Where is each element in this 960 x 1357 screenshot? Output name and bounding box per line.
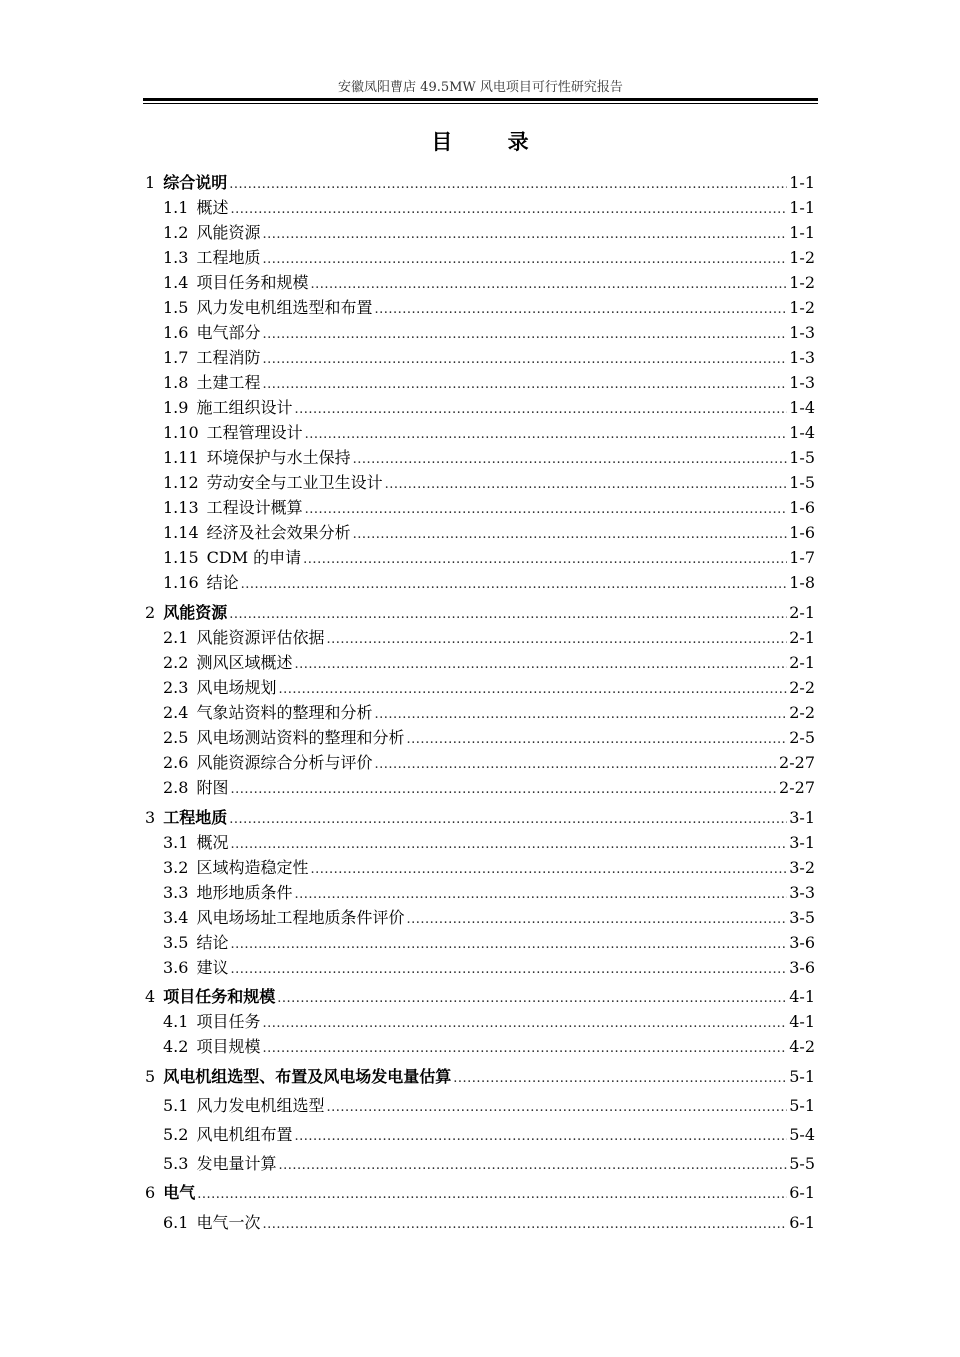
toc-entry-number: 1.5: [163, 298, 189, 317]
toc-dot-leader: [262, 1011, 787, 1035]
toc-entry-label: 工程地质: [163, 808, 228, 827]
toc-entry-page: 3-3: [789, 883, 815, 902]
toc-entry-page: 1-4: [789, 423, 815, 442]
toc-entry-page: 3-6: [789, 933, 815, 952]
toc-entry-page: 1-5: [789, 473, 815, 492]
toc-section-entry[interactable]: [163, 752, 815, 774]
toc-dot-leader: [374, 297, 787, 321]
toc-entry-page: 1-1: [789, 173, 815, 192]
toc-entry-number: 3.6: [163, 958, 189, 977]
toc-entry-number: 1.14: [163, 523, 199, 542]
toc-dot-leader: [374, 702, 787, 726]
toc-entry-number: 1.3: [163, 248, 189, 267]
toc-entry-page: 5-5: [789, 1154, 815, 1173]
toc-dot-leader: [310, 272, 787, 296]
toc-entry-number: 1.4: [163, 273, 189, 292]
toc-dot-leader: [262, 247, 787, 271]
toc-dot-leader: [294, 397, 787, 421]
toc-section-entry[interactable]: [163, 347, 815, 369]
toc-entry-page: 1-1: [789, 198, 815, 217]
toc-dot-leader: [197, 1182, 787, 1206]
toc-section-entry[interactable]: [163, 882, 815, 904]
toc-section-entry[interactable]: [163, 727, 815, 749]
toc-chapter-entry[interactable]: [145, 602, 815, 624]
toc-section-entry[interactable]: [163, 1124, 815, 1146]
toc-entry-label: 电气一次: [196, 1213, 261, 1232]
toc-entry-page: 3-5: [789, 908, 815, 927]
toc-entry-label: 工程地质: [196, 248, 261, 267]
toc-dot-leader: [230, 832, 787, 856]
toc-dot-leader: [262, 222, 787, 246]
toc-entry-number: 2.5: [163, 728, 189, 747]
toc-dot-leader: [262, 1212, 787, 1236]
toc-entry-label: 劳动安全与工业卫生设计: [206, 473, 383, 492]
toc-dot-leader: [406, 727, 787, 751]
toc-entry-page: 2-2: [789, 678, 815, 697]
toc-dot-leader: [229, 172, 787, 196]
toc-entry-page: 1-4: [789, 398, 815, 417]
toc-entry-page: 2-5: [789, 728, 815, 747]
toc-section-entry[interactable]: [163, 627, 815, 649]
toc-entry-label: 风能资源评估依据: [196, 628, 325, 647]
toc-entry-label: 项目任务和规模: [196, 273, 309, 292]
toc-entry-number: 4.1: [163, 1012, 189, 1031]
toc-section-entry[interactable]: [163, 547, 815, 569]
toc-section-entry[interactable]: [163, 447, 815, 469]
toc-entry-number: 3.4: [163, 908, 189, 927]
toc-entry-page: 1-2: [789, 298, 815, 317]
toc-entry-number: 5.2: [163, 1125, 189, 1144]
toc-entry-number: 1: [145, 173, 156, 192]
toc-entry-label: 风电机组选型、布置及风电场发电量估算: [163, 1067, 452, 1086]
toc-section-entry[interactable]: [163, 907, 815, 929]
toc-section-entry[interactable]: [163, 372, 815, 394]
toc-entry-page: 3-1: [789, 808, 815, 827]
toc-section-entry[interactable]: [163, 422, 815, 444]
toc-entry-page: 3-1: [789, 833, 815, 852]
toc-entry-number: 3.5: [163, 933, 189, 952]
toc-entry-page: 4-1: [789, 987, 815, 1006]
toc-entry-label: 气象站资料的整理和分析: [196, 703, 373, 722]
page-title: 目 录: [431, 129, 553, 154]
toc-entry-page: 5-1: [789, 1067, 815, 1086]
toc-entry-label: 施工组织设计: [196, 398, 293, 417]
toc-entry-number: 3.3: [163, 883, 189, 902]
toc-dot-leader: [305, 497, 788, 521]
toc-entry-label: CDM 的申请: [206, 548, 302, 567]
toc-entry-label: 测风区域概述: [196, 653, 293, 672]
toc-dot-leader: [406, 907, 787, 931]
toc-entry-page: 1-2: [789, 273, 815, 292]
toc-entry-label: 结论: [196, 933, 229, 952]
toc-entry-label: 环境保护与水土保持: [206, 448, 351, 467]
toc-entry-number: 1.13: [163, 498, 199, 517]
toc-entry-number: 3: [145, 808, 156, 827]
toc-entry-number: 2.1: [163, 628, 189, 647]
toc-entry-label: 风电机组布置: [196, 1125, 293, 1144]
toc-section-entry[interactable]: [163, 222, 815, 244]
toc-dot-leader: [278, 1153, 787, 1177]
toc-entry-label: 工程消防: [196, 348, 261, 367]
toc-dot-leader: [294, 1124, 787, 1148]
toc-entry-number: 1.16: [163, 573, 199, 592]
toc-entry-page: 5-1: [789, 1096, 815, 1115]
toc-entry-label: 结论: [206, 573, 239, 592]
toc-entry-number: 6: [145, 1183, 156, 1202]
toc-section-entry[interactable]: [163, 1011, 815, 1033]
toc-entry-label: 概况: [196, 833, 229, 852]
toc-section-entry[interactable]: [163, 1036, 815, 1058]
toc-entry-label: 附图: [196, 778, 229, 797]
toc-entry-label: 风电场场址工程地质条件评价: [196, 908, 405, 927]
toc-entry-number: 2.3: [163, 678, 189, 697]
running-header: 安徽凤阳曹店 49.5MW 风电项目可行性研究报告: [338, 80, 623, 95]
toc-entry-number: 4.2: [163, 1037, 189, 1056]
toc-section-entry[interactable]: [163, 1095, 815, 1117]
toc-entry-page: 1-3: [789, 323, 815, 342]
toc-entry-page: 1-6: [789, 523, 815, 542]
toc-section-entry[interactable]: [163, 677, 815, 699]
toc-dot-leader: [305, 422, 788, 446]
toc-entry-label: 经济及社会效果分析: [206, 523, 351, 542]
toc-entry-number: 1.10: [163, 423, 199, 442]
toc-entry-number: 5.1: [163, 1096, 189, 1115]
toc-section-entry[interactable]: [163, 247, 815, 269]
toc-entry-number: 2.2: [163, 653, 189, 672]
toc-entry-page: 2-2: [789, 703, 815, 722]
toc-entry-label: 发电量计算: [196, 1154, 277, 1173]
toc-dot-leader: [326, 1095, 787, 1119]
toc-entry-label: 工程管理设计: [206, 423, 303, 442]
toc-entry-page: 1-3: [789, 373, 815, 392]
toc-entry-page: 1-3: [789, 348, 815, 367]
toc-dot-leader: [374, 752, 777, 776]
toc-section-entry[interactable]: [163, 857, 815, 879]
toc-section-entry[interactable]: [163, 932, 815, 954]
toc-dot-leader: [385, 472, 788, 496]
toc-section-entry[interactable]: [163, 272, 815, 294]
toc-section-entry[interactable]: [163, 572, 815, 594]
toc-dot-leader: [229, 807, 787, 831]
toc-entry-page: 3-2: [789, 858, 815, 877]
toc-dot-leader: [353, 522, 788, 546]
toc-entry-number: 1.11: [163, 448, 199, 467]
toc-entry-number: 5: [145, 1067, 156, 1086]
toc-entry-page: 6-1: [789, 1183, 815, 1202]
toc-section-entry[interactable]: [163, 522, 815, 544]
toc-chapter-entry[interactable]: [145, 807, 815, 829]
toc-entry-label: 风能资源综合分析与评价: [196, 753, 373, 772]
toc-dot-leader: [326, 627, 787, 651]
toc-chapter-entry[interactable]: [145, 1182, 815, 1204]
toc-entry-number: 2.8: [163, 778, 189, 797]
toc-entry-label: 风电场规划: [196, 678, 277, 697]
toc-entry-label: 地形地质条件: [196, 883, 293, 902]
toc-section-entry[interactable]: [163, 322, 815, 344]
toc-entry-number: 2.4: [163, 703, 189, 722]
toc-section-entry[interactable]: [163, 1212, 815, 1234]
toc-entry-number: 3.1: [163, 833, 189, 852]
toc-dot-leader: [241, 572, 788, 596]
toc-dot-leader: [262, 372, 787, 396]
toc-entry-label: 项目任务: [196, 1012, 261, 1031]
toc-entry-page: 4-2: [789, 1037, 815, 1056]
toc-dot-leader: [353, 447, 788, 471]
toc-dot-leader: [294, 652, 787, 676]
toc-entry-number: 1.9: [163, 398, 189, 417]
toc-entry-number: 1.15: [163, 548, 199, 567]
toc-entry-number: 5.3: [163, 1154, 189, 1173]
toc-entry-page: 3-6: [789, 958, 815, 977]
toc-dot-leader: [278, 677, 787, 701]
toc-entry-page: 4-1: [789, 1012, 815, 1031]
toc-entry-number: 1.1: [163, 198, 189, 217]
toc-dot-leader: [230, 197, 787, 221]
toc-dot-leader: [310, 857, 787, 881]
toc-entry-page: 2-1: [789, 603, 815, 622]
toc-entry-page: 5-4: [789, 1125, 815, 1144]
toc-section-entry[interactable]: [163, 197, 815, 219]
toc-section-entry[interactable]: [163, 832, 815, 854]
toc-entry-label: 风电场测站资料的整理和分析: [196, 728, 405, 747]
toc-entry-label: 风力发电机组选型: [196, 1096, 325, 1115]
toc-dot-leader: [230, 777, 777, 801]
toc-entry-label: 电气部分: [196, 323, 261, 342]
toc-dot-leader: [453, 1066, 787, 1090]
toc-entry-number: 1.8: [163, 373, 189, 392]
toc-section-entry[interactable]: [163, 652, 815, 674]
toc-section-entry[interactable]: [163, 1153, 815, 1175]
toc-entry-label: 电气: [163, 1183, 196, 1202]
toc-entry-label: 风力发电机组选型和布置: [196, 298, 373, 317]
toc-entry-label: 区域构造稳定性: [196, 858, 309, 877]
toc-section-entry[interactable]: [163, 957, 815, 979]
toc-section-entry[interactable]: [163, 497, 815, 519]
toc-entry-number: 2: [145, 603, 156, 622]
toc-dot-leader: [262, 347, 787, 371]
toc-entry-page: 2-27: [779, 753, 815, 772]
toc-entry-number: 6.1: [163, 1213, 189, 1232]
toc-dot-leader: [262, 322, 787, 346]
toc-section-entry[interactable]: [163, 702, 815, 724]
toc-entry-number: 1.7: [163, 348, 189, 367]
toc-entry-label: 建议: [196, 958, 229, 977]
toc-entry-label: 土建工程: [196, 373, 261, 392]
toc-dot-leader: [294, 882, 787, 906]
toc-chapter-entry[interactable]: [145, 172, 815, 194]
toc-entry-page: 1-5: [789, 448, 815, 467]
toc-section-entry[interactable]: [163, 472, 815, 494]
toc-entry-number: 2.6: [163, 753, 189, 772]
toc-entry-number: 3.2: [163, 858, 189, 877]
toc-dot-leader: [230, 957, 787, 981]
toc-entry-label: 风能资源: [163, 603, 228, 622]
toc-entry-number: 1.2: [163, 223, 189, 242]
toc-chapter-entry[interactable]: [145, 986, 815, 1008]
toc-entry-number: 1.12: [163, 473, 199, 492]
toc-entry-label: 概述: [196, 198, 229, 217]
toc-entry-number: 4: [145, 987, 156, 1006]
toc-dot-leader: [230, 932, 787, 956]
toc-entry-page: 2-1: [789, 653, 815, 672]
toc-entry-page: 1-6: [789, 498, 815, 517]
toc-dot-leader: [303, 547, 787, 571]
toc-entry-number: 1.6: [163, 323, 189, 342]
toc-dot-leader: [277, 986, 787, 1010]
toc-entry-label: 风能资源: [196, 223, 261, 242]
toc-entry-page: 2-1: [789, 628, 815, 647]
toc-entry-label: 综合说明: [163, 173, 228, 192]
toc-entry-label: 项目规模: [196, 1037, 261, 1056]
toc-entry-page: 1-2: [789, 248, 815, 267]
toc-section-entry[interactable]: [163, 777, 815, 799]
toc-entry-label: 项目任务和规模: [163, 987, 276, 1006]
toc-entry-page: 6-1: [789, 1213, 815, 1232]
toc-entry-page: 1-7: [789, 548, 815, 567]
toc-entry-label: 工程设计概算: [206, 498, 303, 517]
toc-section-entry[interactable]: [163, 297, 815, 319]
toc-dot-leader: [262, 1036, 787, 1060]
toc-section-entry[interactable]: [163, 397, 815, 419]
toc-entry-page: 1-1: [789, 223, 815, 242]
toc-chapter-entry[interactable]: [145, 1066, 815, 1088]
toc-entry-page: 2-27: [779, 778, 815, 797]
toc-entry-page: 1-8: [789, 573, 815, 592]
toc-dot-leader: [229, 602, 787, 626]
